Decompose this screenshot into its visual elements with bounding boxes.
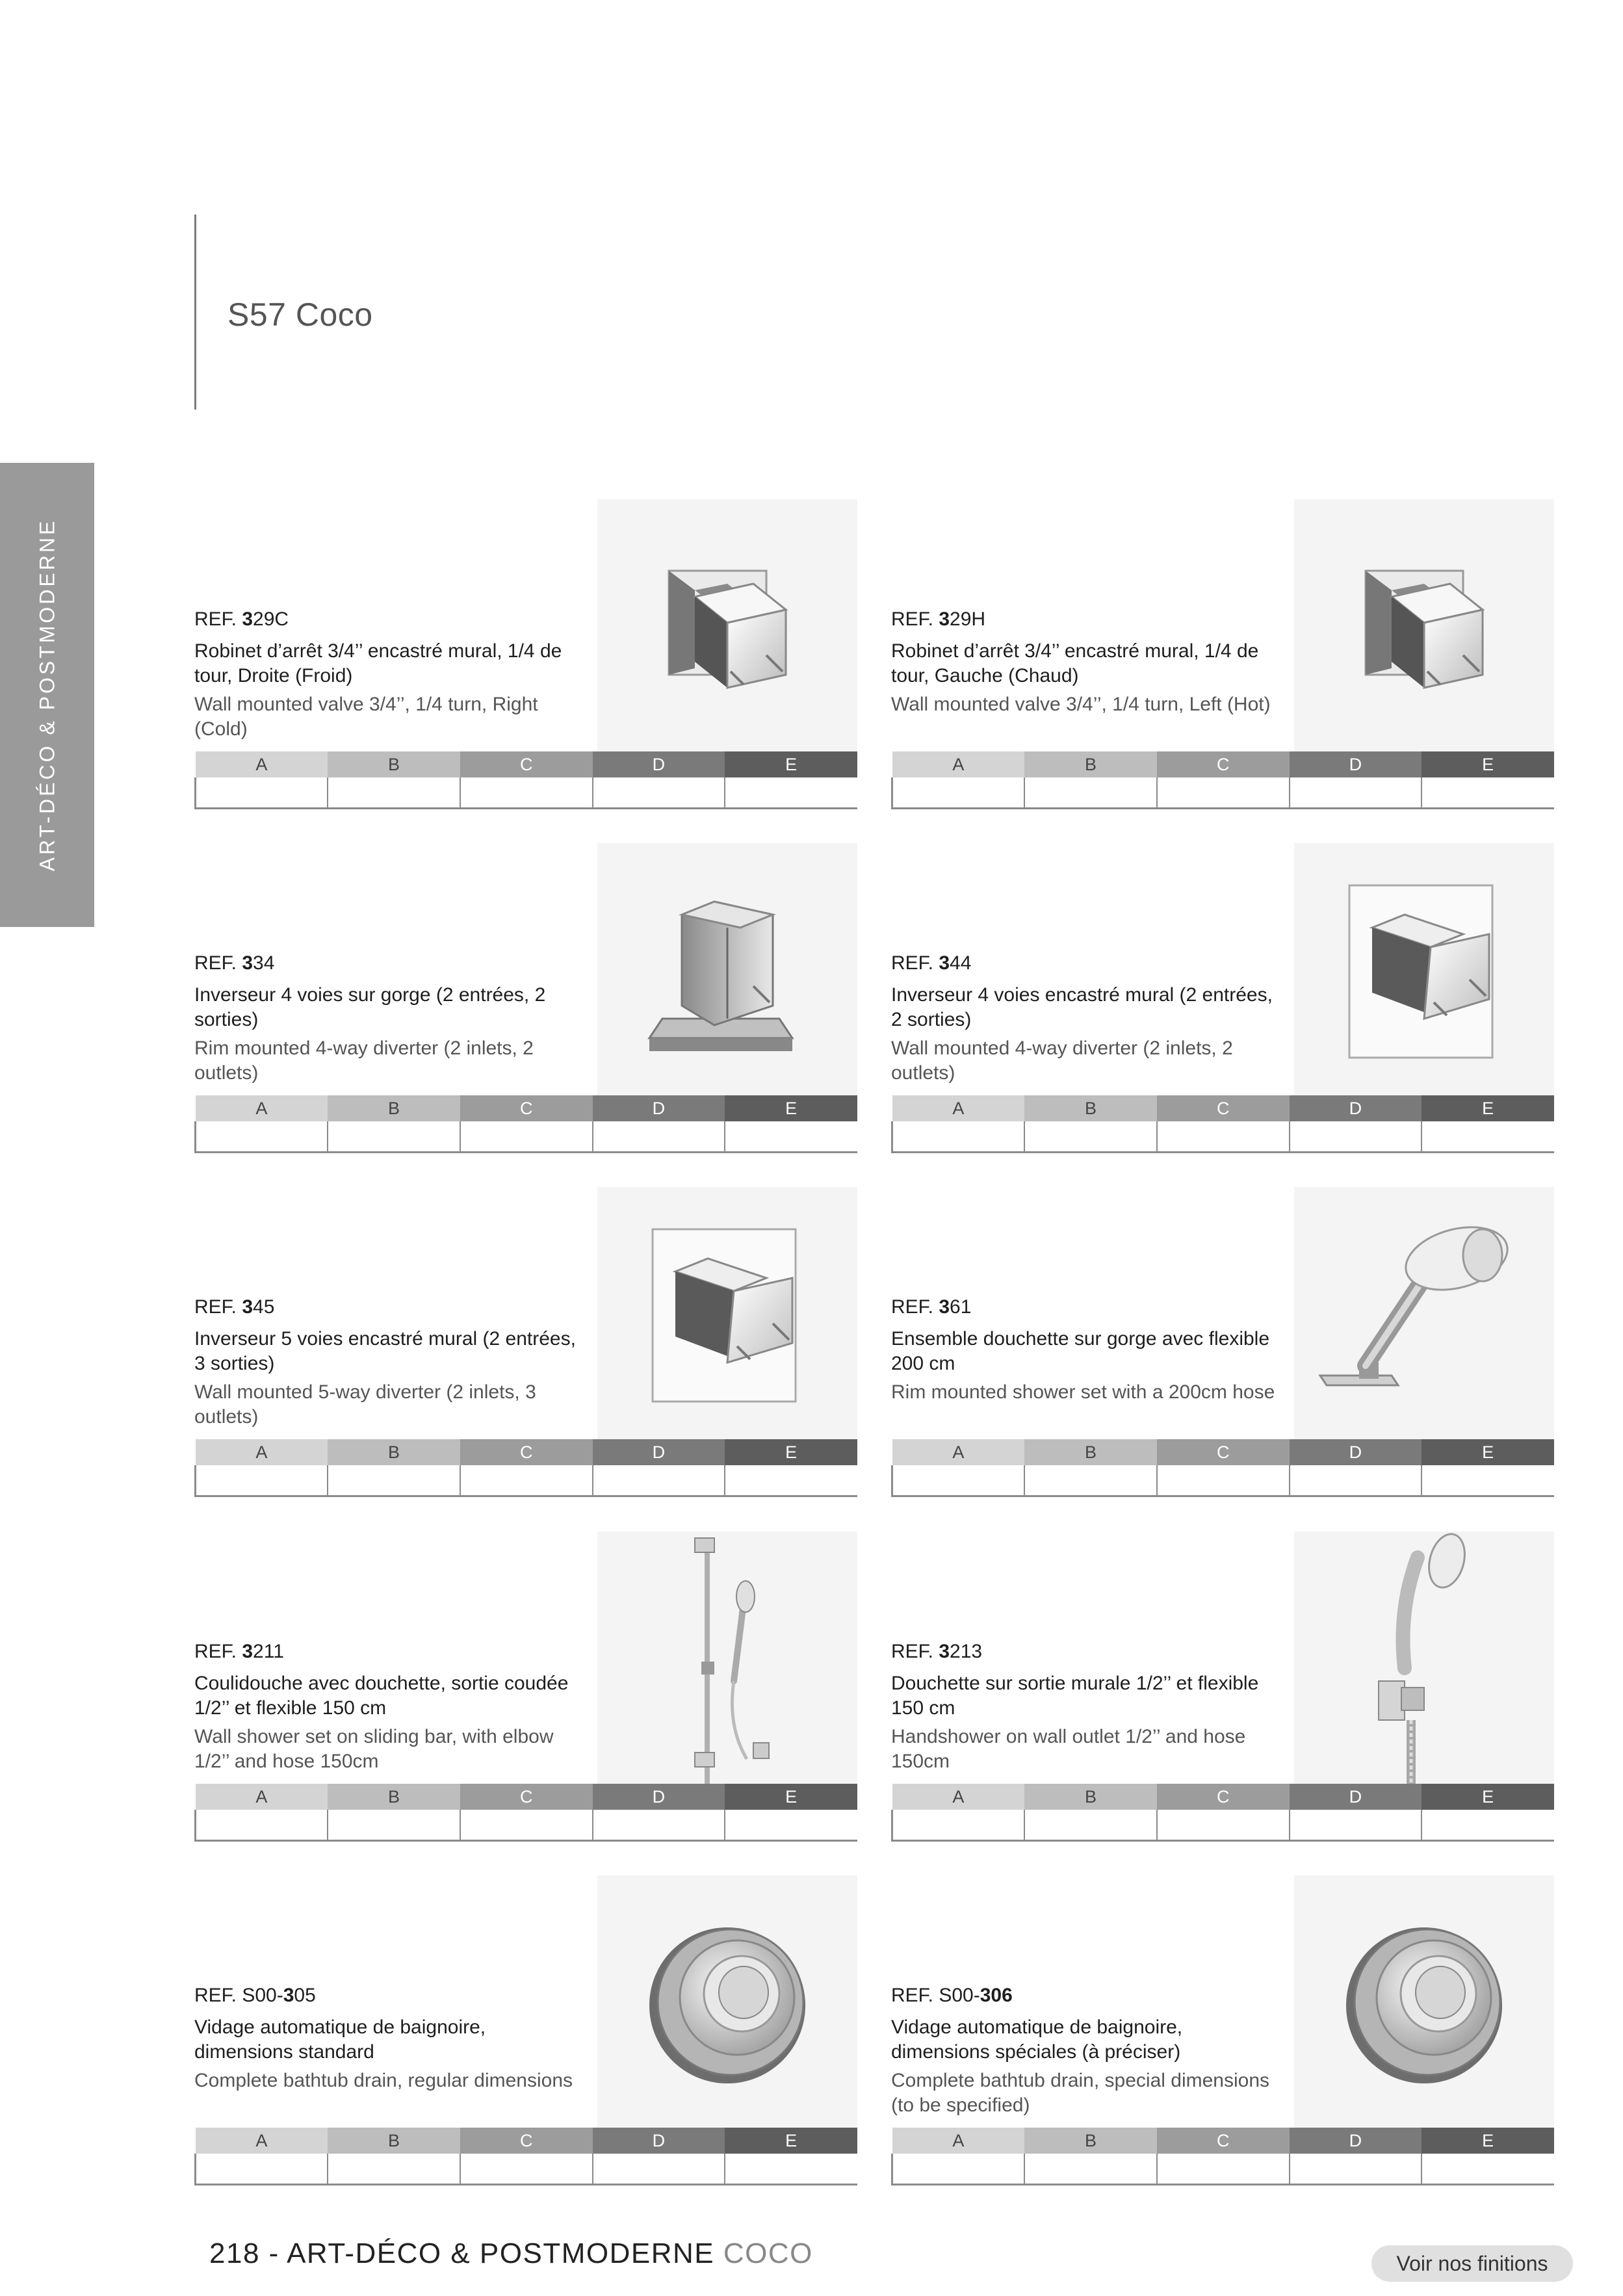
finish-table (891, 1095, 1554, 1153)
ref-bold: 3 (939, 1641, 950, 1662)
finish-cell-a[interactable] (196, 1121, 328, 1153)
finish-header-b: B (328, 1095, 460, 1121)
finish-cell-a[interactable] (196, 777, 328, 809)
finish-header-c: C (1157, 1784, 1290, 1810)
product-description-en: Wall mounted valve 3/4’’, 1/4 turn, Left (Hot) (891, 694, 1271, 715)
finish-value-row (892, 1121, 1555, 1153)
product-ref (194, 1985, 316, 2007)
ref-rest: 29C (253, 608, 289, 630)
product-description-fr: Douchette sur sortie murale 1/2’’ et flexible 150 cm (891, 1673, 1259, 1719)
finish-header-b: B (1024, 1095, 1157, 1121)
product-description-fr: Vidage automatique de baignoire, dimensions standard (194, 2016, 486, 2063)
ref-rest: 29H (950, 608, 986, 630)
finish-cell-a[interactable] (892, 1121, 1025, 1153)
product-ref (891, 1985, 1013, 2007)
finish-value-row (196, 1465, 858, 1496)
finish-cell-d[interactable] (1290, 1121, 1422, 1153)
finish-cell-d[interactable] (1290, 2154, 1422, 2185)
finish-header-row (196, 1095, 858, 1121)
finish-header-d: D (1290, 1095, 1422, 1121)
product-image[interactable] (1294, 1532, 1554, 1792)
product-description-fr: Coulidouche avec douchette, sortie coudée 1/2’’ et flexible 150 cm (194, 1673, 569, 1719)
finish-header-row (196, 1784, 858, 1810)
finish-header-a: A (892, 1095, 1025, 1121)
finish-cell-d[interactable] (1290, 777, 1422, 809)
product-card[interactable] (194, 1532, 857, 1811)
finish-header-b: B (1024, 751, 1157, 777)
finish-cell-b[interactable] (328, 1810, 460, 1841)
ref-rest: 213 (950, 1641, 983, 1662)
product-description-en: Complete bathtub drain, special dimensions (to be specified) (891, 2070, 1269, 2116)
finish-table (891, 751, 1554, 809)
finish-header-a: A (892, 2128, 1025, 2154)
finish-value-row (196, 777, 858, 809)
finish-header-e: E (1422, 751, 1554, 777)
product-card[interactable] (194, 499, 857, 779)
finish-cell-e[interactable] (725, 777, 857, 809)
finish-value-row (892, 1810, 1555, 1841)
product-image[interactable] (597, 1532, 857, 1792)
product-card[interactable] (891, 499, 1554, 779)
finish-cell-b[interactable] (1024, 2154, 1157, 2185)
header-divider (194, 215, 196, 410)
finish-header-row (196, 1439, 858, 1465)
ref-bold: 3 (242, 608, 253, 630)
finish-value-row (892, 777, 1555, 809)
ref-rest: 44 (950, 952, 972, 974)
product-ref (194, 952, 274, 974)
product-description-fr: Robinet d’arrêt 3/4’’ encastré mural, 1/4 de tour, Droite (Froid) (194, 640, 562, 686)
finish-cell-e[interactable] (1422, 2154, 1554, 2185)
product-description-en: Wall shower set on sliding bar, with elbow 1/2’’ and hose 150cm (194, 1726, 554, 1772)
finish-header-row (892, 1439, 1555, 1465)
product-ref (891, 1296, 971, 1318)
ref-prefix: REF. (194, 952, 242, 974)
finish-header-row (892, 751, 1555, 777)
finish-header-e: E (725, 751, 857, 777)
product-description-en: Wall mounted 5-way diverter (2 inlets, 3 outlets) (194, 1381, 536, 1428)
product-card[interactable] (891, 1532, 1554, 1811)
product-card[interactable] (891, 843, 1554, 1123)
finish-cell-e[interactable] (725, 1121, 857, 1153)
finish-header-a: A (196, 2128, 328, 2154)
product-card[interactable] (194, 843, 857, 1123)
product-ref (891, 952, 971, 974)
finish-header-e: E (725, 2128, 857, 2154)
finish-header-row (196, 2128, 858, 2154)
finish-cell-b[interactable] (1024, 1810, 1157, 1841)
finish-header-row (892, 1784, 1555, 1810)
finish-header-c: C (1157, 2128, 1290, 2154)
ref-prefix: REF. (891, 1641, 939, 1662)
finish-header-c: C (460, 751, 593, 777)
finish-cell-c[interactable] (1157, 1121, 1290, 1153)
section-tab-label: ART-DÉCO & POSTMODERNE (35, 518, 58, 872)
finish-cell-c[interactable] (460, 1465, 593, 1496)
product-image[interactable] (597, 1875, 857, 2135)
ref-bold: 3 (242, 1641, 253, 1662)
product-description-en: Wall mounted 4-way diverter (2 inlets, 2 outlets) (891, 1037, 1233, 1084)
ref-bold: 306 (980, 1985, 1013, 2006)
finish-cell-d[interactable] (1290, 1810, 1422, 1841)
finish-value-row (892, 1465, 1555, 1496)
finish-table (194, 1095, 857, 1153)
finish-cell-a[interactable] (892, 777, 1025, 809)
finish-cell-c[interactable] (1157, 1810, 1290, 1841)
ref-bold: 3 (283, 1985, 294, 2006)
finish-header-c: C (460, 1784, 593, 1810)
product-description-en: Rim mounted shower set with a 200cm hose (891, 1381, 1275, 1403)
finish-cell-b[interactable] (1024, 1121, 1157, 1153)
finish-cell-c[interactable] (1157, 777, 1290, 809)
finish-header-d: D (1290, 1439, 1422, 1465)
finish-header-d: D (593, 1439, 725, 1465)
finish-header-d: D (593, 751, 725, 777)
finish-table (194, 751, 857, 809)
ref-prefix: REF. (891, 952, 939, 974)
ref-bold: 3 (242, 1296, 253, 1318)
finish-cell-b[interactable] (328, 2154, 460, 2185)
finish-header-e: E (1422, 1439, 1554, 1465)
finish-value-row (196, 1810, 858, 1841)
ref-bold: 3 (939, 608, 950, 630)
finish-header-c: C (460, 1439, 593, 1465)
series-title: S57 Coco (227, 296, 373, 333)
product-card[interactable] (891, 1187, 1554, 1467)
product-ref (891, 608, 985, 631)
view-finishes-button[interactable]: Voir nos finitions (1371, 2245, 1573, 2282)
finish-header-d: D (1290, 2128, 1422, 2154)
product-ref (891, 1641, 982, 1663)
ref-rest: 05 (294, 1985, 316, 2006)
finish-cell-e[interactable] (725, 2154, 857, 2185)
page-footer (209, 2237, 813, 2270)
finish-table (891, 2128, 1554, 2185)
ref-prefix: REF. S00- (891, 1985, 980, 2006)
finish-header-a: A (196, 751, 328, 777)
product-description-en: Handshower on wall outlet 1/2’’ and hose 150cm (891, 1726, 1246, 1772)
ref-rest: 61 (950, 1296, 972, 1318)
product-ref (194, 1296, 274, 1318)
finish-cell-b[interactable] (328, 1121, 460, 1153)
product-image[interactable] (597, 843, 857, 1103)
finish-header-c: C (460, 2128, 593, 2154)
finish-header-a: A (196, 1784, 328, 1810)
finish-cell-c[interactable] (1157, 1465, 1290, 1496)
finish-header-row (892, 2128, 1555, 2154)
section-tab[interactable] (0, 463, 94, 927)
finish-table (194, 1784, 857, 1842)
finish-cell-d[interactable] (593, 1810, 725, 1841)
finish-header-c: C (1157, 1095, 1290, 1121)
finish-header-b: B (1024, 1784, 1157, 1810)
finish-cell-a[interactable] (196, 2154, 328, 2185)
finish-cell-b[interactable] (1024, 1465, 1157, 1496)
finish-cell-c[interactable] (460, 2154, 593, 2185)
product-image[interactable] (1294, 1187, 1554, 1447)
finish-cell-e[interactable] (1422, 1121, 1554, 1153)
finish-value-row (196, 2154, 858, 2185)
finish-table (891, 1784, 1554, 1842)
finish-header-b: B (1024, 2128, 1157, 2154)
ref-rest: 211 (253, 1641, 284, 1662)
finish-cell-e[interactable] (725, 1810, 857, 1841)
finish-cell-a[interactable] (892, 1810, 1025, 1841)
finish-header-a: A (892, 1439, 1025, 1465)
finish-header-a: A (196, 1095, 328, 1121)
finish-header-b: B (328, 1784, 460, 1810)
footer-main: 218 - ART-DÉCO & POSTMODERNE (209, 2237, 723, 2269)
ref-prefix: REF. S00- (194, 1985, 283, 2006)
finish-header-d: D (1290, 751, 1422, 777)
finish-cell-b[interactable] (328, 777, 460, 809)
product-image[interactable] (597, 1187, 857, 1447)
finish-header-b: B (328, 2128, 460, 2154)
product-description-en: Rim mounted 4-way diverter (2 inlets, 2 outlets) (194, 1037, 534, 1084)
finish-table (194, 2128, 857, 2185)
product-card[interactable] (194, 1187, 857, 1467)
ref-prefix: REF. (891, 608, 939, 630)
finish-cell-d[interactable] (1290, 1465, 1422, 1496)
finish-cell-e[interactable] (1422, 1465, 1554, 1496)
product-description-en: Wall mounted valve 3/4’’, 1/4 turn, Right (Cold) (194, 694, 538, 740)
product-description-fr: Inverseur 4 voies sur gorge (2 entrées, 2 sorties) (194, 984, 546, 1030)
product-description-fr: Ensemble douchette sur gorge avec flexible 200 cm (891, 1328, 1270, 1374)
ref-rest: 45 (253, 1296, 275, 1318)
finish-header-a: A (892, 751, 1025, 777)
finish-header-c: C (1157, 1439, 1290, 1465)
finish-header-c: C (1157, 751, 1290, 777)
finish-cell-d[interactable] (593, 1465, 725, 1496)
finish-cell-a[interactable] (196, 1465, 328, 1496)
finish-cell-e[interactable] (1422, 777, 1554, 809)
finish-cell-b[interactable] (328, 1465, 460, 1496)
finish-header-d: D (593, 2128, 725, 2154)
product-description-fr: Inverseur 4 voies encastré mural (2 entrées, 2 sorties) (891, 984, 1273, 1030)
finish-cell-c[interactable] (460, 1810, 593, 1841)
finish-value-row (892, 2154, 1555, 2185)
finish-header-e: E (725, 1439, 857, 1465)
finish-header-d: D (593, 1784, 725, 1810)
product-card[interactable] (891, 1875, 1554, 2155)
finish-header-row (892, 1095, 1555, 1121)
product-image[interactable] (597, 499, 857, 759)
finish-header-e: E (725, 1095, 857, 1121)
ref-prefix: REF. (194, 1296, 242, 1318)
ref-bold: 3 (939, 1296, 950, 1318)
product-description-en: Complete bathtub drain, regular dimensions (194, 2070, 573, 2091)
product-image[interactable] (1294, 843, 1554, 1103)
finish-header-b: B (328, 751, 460, 777)
finish-cell-a[interactable] (196, 1810, 328, 1841)
finish-cell-d[interactable] (593, 777, 725, 809)
finish-cell-a[interactable] (892, 2154, 1025, 2185)
finish-header-d: D (1290, 1784, 1422, 1810)
product-description-fr: Robinet d’arrêt 3/4’’ encastré mural, 1/4 de tour, Gauche (Chaud) (891, 640, 1259, 686)
finish-table (194, 1439, 857, 1497)
finish-header-b: B (328, 1439, 460, 1465)
ref-prefix: REF. (891, 1296, 939, 1318)
finish-value-row (196, 1121, 858, 1153)
product-image[interactable] (1294, 1875, 1554, 2135)
product-ref (194, 608, 289, 631)
finish-cell-d[interactable] (593, 2154, 725, 2185)
ref-bold: 3 (242, 952, 253, 974)
finish-header-a: A (892, 1784, 1025, 1810)
finish-cell-c[interactable] (460, 777, 593, 809)
finish-header-a: A (196, 1439, 328, 1465)
footer-series: COCO (723, 2237, 813, 2269)
finish-cell-e[interactable] (725, 1465, 857, 1496)
finish-cell-e[interactable] (1422, 1810, 1554, 1841)
finish-cell-d[interactable] (593, 1121, 725, 1153)
finish-cell-b[interactable] (1024, 777, 1157, 809)
finish-header-d: D (593, 1095, 725, 1121)
product-ref (194, 1641, 284, 1663)
finish-header-e: E (1422, 1095, 1554, 1121)
finish-header-b: B (1024, 1439, 1157, 1465)
finish-table (891, 1439, 1554, 1497)
ref-prefix: REF. (194, 608, 242, 630)
product-description-fr: Inverseur 5 voies encastré mural (2 entrées, 3 sorties) (194, 1328, 576, 1374)
finish-header-c: C (460, 1095, 593, 1121)
finish-cell-a[interactable] (892, 1465, 1025, 1496)
finish-cell-c[interactable] (1157, 2154, 1290, 2185)
finish-header-e: E (1422, 1784, 1554, 1810)
product-card[interactable] (194, 1875, 857, 2155)
ref-bold: 3 (939, 952, 950, 974)
ref-rest: 34 (253, 952, 275, 974)
product-description-fr: Vidage automatique de baignoire, dimensions spéciales (à préciser) (891, 2016, 1183, 2063)
finish-header-e: E (725, 1784, 857, 1810)
finish-header-row (196, 751, 858, 777)
ref-prefix: REF. (194, 1641, 242, 1662)
finish-cell-c[interactable] (460, 1121, 593, 1153)
product-image[interactable] (1294, 499, 1554, 759)
finish-header-e: E (1422, 2128, 1554, 2154)
